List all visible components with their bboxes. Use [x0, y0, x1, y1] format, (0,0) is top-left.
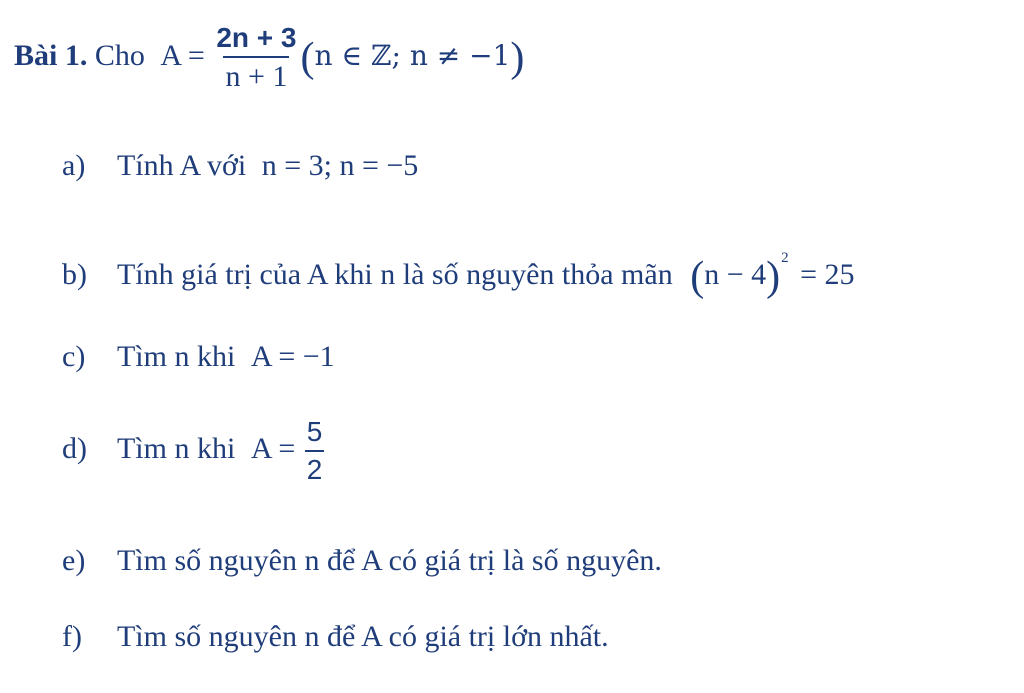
item-math-inner: n − 4 [704, 258, 767, 291]
item-text: Tìm số nguyên n để A có giá trị lớn nhất. [116, 620, 609, 653]
item-text: Tính A với [116, 149, 247, 182]
item-label: a) [62, 149, 86, 182]
formula-condition: n ∈ ℤ; n ≠ −1 [314, 38, 511, 72]
formula-numerator: 2n + 3 [216, 22, 297, 53]
item-label: d) [62, 431, 87, 465]
formula-lhs: A = [160, 38, 205, 72]
problem-header [14, 24, 524, 92]
item-math-rest: = 25 [800, 258, 855, 291]
item-math: A = [250, 431, 296, 465]
item-math-exponent: 2 [781, 250, 789, 266]
item-math-close-paren: ) [766, 254, 781, 301]
problem-label: Bài 1. [14, 38, 88, 72]
condition-open-paren: ( [300, 35, 315, 81]
item-math: n = 3; n = −5 [261, 149, 419, 182]
list-item-c [62, 342, 335, 372]
item-label: e) [62, 544, 86, 577]
item-label: f) [62, 620, 82, 653]
problem-intro: Cho [94, 38, 145, 72]
item-math-open-paren: ( [690, 254, 705, 301]
formula-denominator: n + 1 [223, 56, 289, 92]
list-item-d [62, 418, 326, 484]
item-text: Tìm n khi [116, 431, 236, 465]
item-label: b) [62, 258, 87, 291]
item-label: c) [62, 340, 86, 373]
list-item-f [62, 622, 609, 652]
item-text: Tính giá trị của A khi n là số nguyên thỏa mãn [116, 258, 673, 291]
list-item-b [62, 250, 855, 301]
formula-fraction [214, 24, 298, 92]
list-item-e [62, 546, 662, 576]
item-fraction-numerator: 5 [306, 416, 323, 447]
item-text: Tìm số nguyên n để A có giá trị là số nguyên. [116, 544, 662, 577]
item-text: Tìm n khi [116, 340, 236, 373]
condition-close-paren: ) [510, 35, 525, 81]
list-item-a [62, 151, 418, 181]
item-fraction-denominator: 2 [305, 450, 325, 484]
item-fraction [305, 418, 325, 484]
item-math: A = −1 [250, 340, 335, 373]
